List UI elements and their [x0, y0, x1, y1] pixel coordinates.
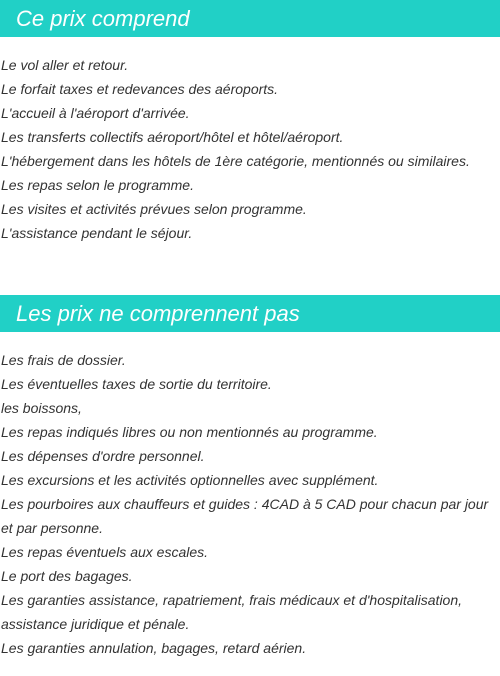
excluded-item: Les garanties annulation, bagages, retard aérien. — [1, 640, 307, 656]
included-item: L'accueil à l'aéroport d'arrivée. — [1, 105, 190, 121]
excluded-item: Les frais de dossier. — [1, 352, 126, 368]
included-section-title: Ce prix comprend — [0, 0, 500, 37]
excluded-list — [0, 348, 500, 660]
included-item: L'hébergement dans les hôtels de 1ère catégorie, mentionnés ou similaires. — [1, 153, 470, 169]
excluded-item: Les dépenses d'ordre personnel. — [1, 448, 205, 464]
included-item: Les repas selon le programme. — [1, 177, 194, 193]
excluded-section-title: Les prix ne comprennent pas — [0, 295, 500, 332]
excluded-item: Les excursions et les activités optionnelles avec supplément. — [1, 472, 379, 488]
excluded-item: Les pourboires aux chauffeurs et guides : 4CAD à 5 CAD pour chacun par jour et par personne. — [1, 496, 489, 536]
included-item: Les transferts collectifs aéroport/hôtel et hôtel/aéroport. — [1, 129, 344, 145]
included-item: Le forfait taxes et redevances des aéroports. — [1, 81, 279, 97]
excluded-item: Les garanties assistance, rapatriement, frais médicaux et d'hospitalisation, assistance juridique et pénale. — [1, 592, 463, 632]
excluded-item: Le port des bagages. — [1, 568, 133, 584]
excluded-item: Les repas éventuels aux escales. — [1, 544, 209, 560]
included-item: L'assistance pendant le séjour. — [1, 225, 193, 241]
excluded-item: les boissons, — [1, 400, 82, 416]
included-item: Le vol aller et retour. — [1, 57, 129, 73]
included-item: Les visites et activités prévues selon programme. — [1, 201, 307, 217]
included-list — [0, 53, 500, 245]
excluded-item: Les repas indiqués libres ou non mentionnés au programme. — [1, 424, 378, 440]
excluded-item: Les éventuelles taxes de sortie du territoire. — [1, 376, 272, 392]
